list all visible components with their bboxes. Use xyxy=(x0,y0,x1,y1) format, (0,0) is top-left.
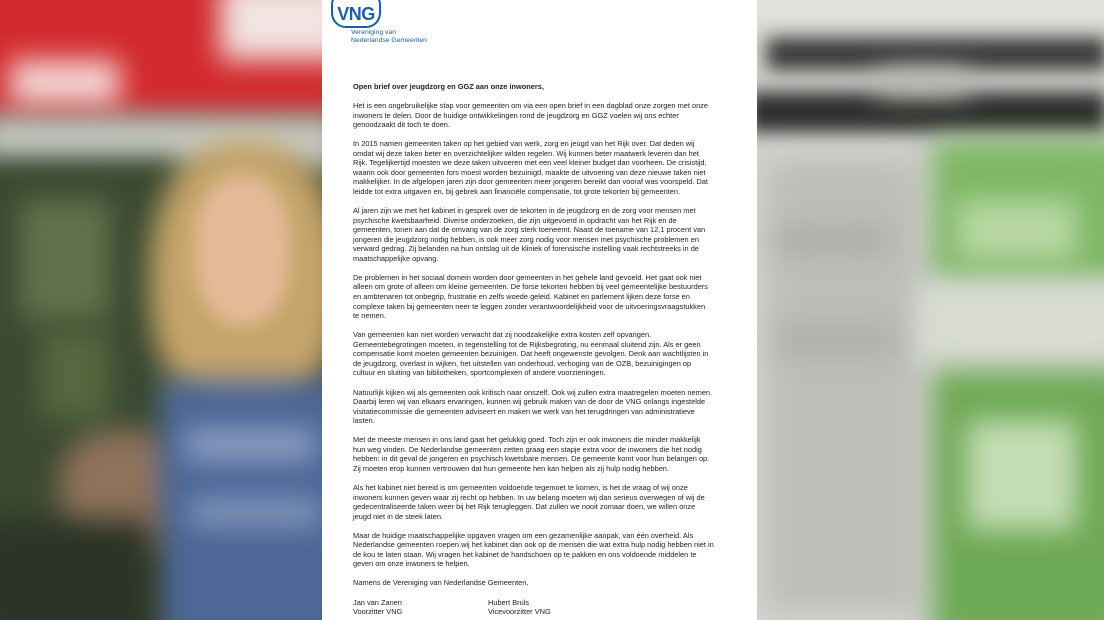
vng-logo xyxy=(331,0,381,28)
paragraph-line: maatschappelijke opvang. xyxy=(353,253,439,263)
paragraph-line: hun weg vinden. De Nederlandse gemeenten zetten graag een stapje extra voor de inwoners die het nodig xyxy=(353,444,702,454)
paragraph-line: alleen om grote of alleen om kleine gemeenten. De forse tekorten hebben bij veel gemeentelijke bestuurders xyxy=(353,282,708,292)
paragraph-line: Gemeentebegrotingen moeten, in tegenstelling tot de Rijksbegroting, nu eenmaal sluitend zijn. Als er geen xyxy=(353,339,701,349)
blurred-text-column xyxy=(777,330,897,350)
blurred-headline-row xyxy=(767,38,1104,70)
logo-line-2: Nederlandse Gemeenten xyxy=(351,37,427,44)
blurred-shirt-stripe xyxy=(185,430,315,460)
paragraph-line: psychische kwetsbaarheid. Diverse onderzoeken, die zijn uitgevoerd in opdracht van het Rijk en de xyxy=(353,215,677,225)
letter-paragraph xyxy=(353,483,729,521)
vng-logo-text xyxy=(351,29,427,45)
paragraph-line: Natuurlijk kijken wij als gemeenten ook kritisch naar onszelf. Ook wij zullen extra maatregelen moeten nemen. xyxy=(353,387,713,397)
paragraph-line: lasten. xyxy=(353,416,375,426)
blurred-page-top xyxy=(757,0,1104,25)
signatory xyxy=(488,598,551,617)
paragraph-line: Met de meeste mensen in ons land gaat het gelukkig goed. Toch zijn er ook inwoners die minder makkelijk xyxy=(353,435,701,445)
blurred-foliage-highlight xyxy=(20,200,110,320)
letter-title: Open brief over jeugdzorg en GGZ aan onze inwoners, xyxy=(353,82,544,91)
paragraph-line: De problemen in het sociaal domein worden door gemeenten in het gehele land gevoeld. Het gaat ook niet xyxy=(353,272,702,282)
letter-paragraph xyxy=(353,330,729,378)
paragraph-line: Als het kabinet niet bereid is om gemeenten voldoende tegemoet te komen, is het de vraag of wij onze xyxy=(353,482,688,492)
blurred-text-column xyxy=(777,230,887,250)
blurred-text-column xyxy=(767,160,917,610)
letter-paragraph xyxy=(353,273,729,321)
signatory-name: Hubert Bruls xyxy=(488,597,530,607)
signatory-role: Vicevoorzitter VNG xyxy=(488,607,551,617)
blurred-headline-gap xyxy=(877,70,967,95)
paragraph-line: geven om onze inwoners te helpen. xyxy=(353,559,470,569)
letter-body xyxy=(353,101,729,569)
paragraph-line: Het is een ongebruikelijke stap voor gemeenten om via een open brief in een dagblad onze zorgen met onze xyxy=(353,101,708,111)
paragraph-line: makkelijker. In de afgelopen jaren zijn door gemeenten meer jongeren bereikt dan vooraf was voorspeld. Dat xyxy=(353,177,708,187)
paragraph-line: gemeenten, tonen aan dat de omvang van de zorg sterk toeneemt. Naast de toename van 12,1 procent van xyxy=(353,225,706,235)
blurred-green-photo-light xyxy=(967,420,1077,530)
blurred-newspaper-page-right xyxy=(757,0,1104,620)
paragraph-line: verward gedrag. Zij belanden na hun ontslag uit de kliniek of forensische instelling vaak rechtstreeks in de xyxy=(353,244,699,254)
paragraph-line: Maar de huidige maatschappelijke opgaven vragen om een gezamenlijke aanpak, van één overheid. Als xyxy=(353,530,694,540)
paragraph-line: jongeren die jeugdzorg nodig hebben, is ook meer zorg nodig voor mensen met psychische problemen en xyxy=(353,234,699,244)
signatory-name: Jan van Zanen xyxy=(353,597,402,607)
signatory-role: Voorzitter VNG xyxy=(353,607,403,617)
paragraph-line: In 2015 namen gemeenten taken op het gebied van werk, zorg en jeugd van het Rijk over. Dat deden wij xyxy=(353,139,695,149)
paragraph-line: Al jaren zijn we met het kabinet in gesprek over de tekorten in de jeugdzorg en de zorg voor mensen met xyxy=(353,206,696,216)
blurred-photo-frame xyxy=(922,285,1104,365)
blurred-dark-corner xyxy=(0,520,150,620)
paragraph-line: hebben: in dit geval de jongeren en psychisch kwetsbare mensen. De gemeente komt voor hun belangen op. xyxy=(353,454,710,464)
letter xyxy=(353,82,729,617)
paragraph-line: visitatiecommissie die gemeenten adviseert en maken we werk van het terugdringen van administratieve xyxy=(353,406,695,416)
paragraph-line: Nederlandse gemeenten roepen wij het kabinet dan ook op de mensen die wat extra hulp nodig hebben niet in xyxy=(353,540,714,550)
paragraph-line: jeugd niet in de steek laten. xyxy=(353,511,443,521)
letter-paragraph xyxy=(353,101,729,130)
paragraph-line: Zij moeten erop kunnen vertrouwen dat hun gemeente hen kan helpen als zij hulp nodig hebben. xyxy=(353,463,669,473)
blurred-face xyxy=(195,175,290,325)
blurred-white-patch xyxy=(10,60,120,105)
paragraph-line: inwoners te delen. Door de huidige ontwikkelingen rond de jeugdzorg en GGZ voelen wij ons echter xyxy=(353,110,679,120)
paragraph-line: de kou te laten staan. Wij vragen het kabinet de handschoen op te pakken en ons voldoende middelen te xyxy=(353,549,697,559)
paragraph-line: Rijk. Tegelijkertijd moesten we deze taken uitvoeren met een veel kleiner budget dan voorheen. De crisistijd, xyxy=(353,158,707,168)
paragraph-line: cultuur en sluiting van bibliotheken, sportcomplexen of andere voorzieningen. xyxy=(353,368,606,378)
blurred-green-photo-light xyxy=(957,200,1077,260)
paragraph-line: de jeugdzorg, overlast in wijken, het uitstellen van onderhoud, verhoging van de OZB, bezuinigingen op xyxy=(353,358,692,368)
letter-paragraph xyxy=(353,206,729,263)
blurred-white-patch xyxy=(220,0,322,60)
letter-paragraph xyxy=(353,435,729,473)
paragraph-line: Van gemeenten kan niet worden verwacht dat zij noodzakelijke extra kosten zelf opvangen. xyxy=(353,330,652,340)
vng-logo-mark: VNG xyxy=(337,4,375,24)
blurred-newspaper-photo-left xyxy=(0,0,322,620)
letter-page xyxy=(322,0,757,620)
paragraph-line: genoodzaakt dit toch te doen. xyxy=(353,120,450,130)
paragraph-line: te nemen. xyxy=(353,311,386,321)
paragraph-line: en ambtenaren tot onbegrip, frustratie en zelfs woede geleid. Kabinet en parlement lijken deze forse en xyxy=(353,292,690,302)
blurred-foliage-highlight xyxy=(40,330,110,420)
paragraph-line: Daarbij leren wij van elkaars ervaringen, kunnen wij gebruik maken van de door de VNG onlangs ingestelde xyxy=(353,397,706,407)
letter-closing: Namens de Vereniging van Nederlandse Gemeenten, xyxy=(353,578,529,588)
letter-paragraph xyxy=(353,531,729,569)
letter-paragraph xyxy=(353,388,729,426)
paragraph-line: complexe taken bij gemeenten neer te leggen zonder verantwoordelijkheid voor de uitvoeringsvraagstukken xyxy=(353,301,706,311)
blurred-headline-row xyxy=(757,92,1104,132)
blurred-shirt-stripe xyxy=(190,500,320,525)
logo-line-1: Vereniging van xyxy=(351,29,396,36)
signatory xyxy=(353,598,488,617)
paragraph-line: compensatie komt moeten gemeenten bezuinigen. Dat heeft ongewenste gevolgen. Denk aan wachtlijsten in xyxy=(353,349,709,359)
paragraph-line: inwoners kunnen geven waar zij recht op hebben. In uw belang moeten wij dan serieus overwegen of wij de xyxy=(353,492,705,502)
paragraph-line: omdat wij deze taken beter en overzichtelijker wilden regelen. Wij kunnen beter maatwerk leveren dan het xyxy=(353,148,699,158)
paragraph-line: waarin ook door gemeenten fors moest worden bezuinigd, maakte de uitvoering van deze nieuwe taken niet xyxy=(353,167,706,177)
letter-paragraph xyxy=(353,139,729,196)
signatures xyxy=(353,598,729,617)
paragraph-line: gedecentraliseerde taken weer bij het Rijk terugleggen. Dat zullen we nooit zomaar doen, we willen onze xyxy=(353,502,696,512)
paragraph-line: leidde tot extra uitgaven en, bij gebrek aan financiële compensatie, tot grote tekorten bij gemeenten. xyxy=(353,187,681,197)
